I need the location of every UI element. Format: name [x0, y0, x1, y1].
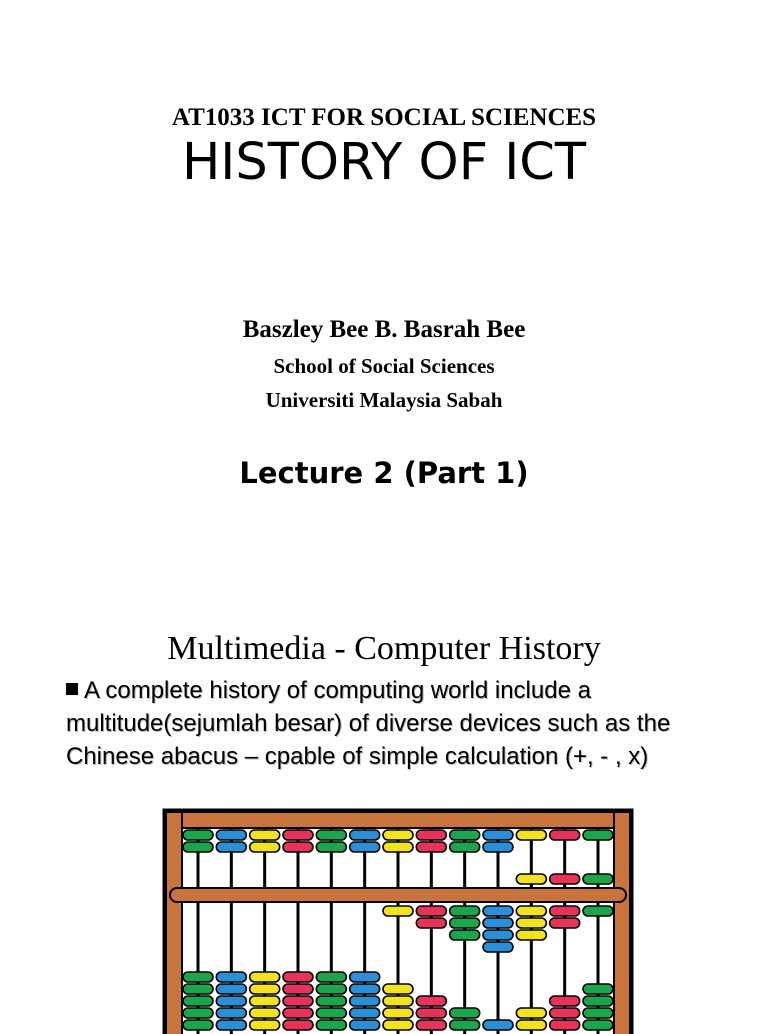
abacus-bead [283, 984, 313, 994]
abacus-bead [283, 996, 313, 1006]
abacus-bead [583, 1008, 613, 1018]
abacus-bead [550, 1020, 580, 1030]
abacus-bead [283, 1020, 313, 1030]
abacus-bead [350, 1020, 380, 1030]
abacus-bead [450, 830, 480, 840]
abacus-beam [170, 888, 626, 902]
abacus-bead [250, 842, 280, 852]
abacus-bead [483, 930, 513, 940]
abacus-bead [583, 906, 613, 916]
abacus-bead [350, 972, 380, 982]
abacus-bead [550, 830, 580, 840]
slide-title: HISTORY OF ICT [181, 133, 587, 192]
abacus-bead [216, 1020, 246, 1030]
abacus-bead [450, 918, 480, 928]
abacus-bead [250, 972, 280, 982]
school-name: School of Social Sciences [273, 354, 495, 378]
abacus-bead [216, 1008, 246, 1018]
abacus-bead [316, 830, 346, 840]
university-name: Universiti Malaysia Sabah [265, 388, 503, 412]
abacus-bead [516, 830, 546, 840]
abacus-bead [583, 830, 613, 840]
bullet-square-icon [66, 683, 78, 695]
slide2-title: Multimedia - Computer History [167, 630, 601, 667]
abacus-bead [183, 1020, 213, 1030]
abacus-bead [350, 830, 380, 840]
abacus-bead [483, 830, 513, 840]
abacus-bead [383, 1008, 413, 1018]
abacus-bead [250, 984, 280, 994]
abacus-bead [516, 1020, 546, 1030]
abacus-bead [516, 918, 546, 928]
abacus-frame-right [614, 812, 630, 1034]
abacus-bead [550, 906, 580, 916]
abacus-bead [483, 918, 513, 928]
abacus-bead [350, 996, 380, 1006]
abacus-bead [450, 1020, 480, 1030]
abacus-bead [550, 874, 580, 884]
abacus-bead [416, 1020, 446, 1030]
abacus-bead [383, 906, 413, 916]
abacus-frame-top [166, 812, 630, 828]
abacus-bead [283, 830, 313, 840]
abacus-bead [583, 984, 613, 994]
abacus-bead [416, 1008, 446, 1018]
abacus-bead [250, 996, 280, 1006]
abacus-bead [550, 996, 580, 1006]
abacus-bead [450, 1008, 480, 1018]
abacus-bead [483, 842, 513, 852]
abacus-bead [183, 972, 213, 982]
abacus-bead [250, 830, 280, 840]
author-name: Baszley Bee B. Basrah Bee [242, 316, 526, 343]
abacus-bead [583, 1020, 613, 1030]
abacus-bead [383, 830, 413, 840]
abacus-bead [516, 930, 546, 940]
abacus-bead [183, 984, 213, 994]
abacus-bead [216, 984, 246, 994]
abacus-bead [416, 918, 446, 928]
abacus-bead [516, 874, 546, 884]
abacus-bead [316, 842, 346, 852]
abacus-bead [316, 996, 346, 1006]
abacus-bead [250, 1020, 280, 1030]
bullet-text-block [66, 674, 746, 773]
abacus-bead [416, 906, 446, 916]
abacus-bead [416, 830, 446, 840]
abacus-bead [350, 1008, 380, 1018]
abacus-bead [250, 1008, 280, 1018]
abacus-bead [216, 830, 246, 840]
abacus-bead [516, 1008, 546, 1018]
abacus-bead [316, 984, 346, 994]
abacus-bead [416, 842, 446, 852]
abacus-bead [216, 842, 246, 852]
lecture-label: Lecture 2 (Part 1) [239, 456, 529, 490]
abacus-bead [183, 996, 213, 1006]
abacus-bead [350, 984, 380, 994]
course-code: AT1033 ICT FOR SOCIAL SCIENCES [171, 104, 597, 131]
abacus-bead [550, 918, 580, 928]
abacus-bead [316, 1020, 346, 1030]
bullet-text: A complete history of computing world include a multitude(sejumlah besar) of diverse devices such as the Chinese abacus – cpable of simple calculation (+, - , x) [66, 677, 671, 770]
abacus-bead [583, 874, 613, 884]
abacus-bead [183, 830, 213, 840]
abacus-bead [416, 996, 446, 1006]
abacus-bead [516, 906, 546, 916]
abacus-bead [483, 942, 513, 952]
abacus-bead [450, 906, 480, 916]
abacus-bead [383, 1020, 413, 1030]
abacus-frame-left [166, 812, 182, 1034]
abacus-bead [316, 1008, 346, 1018]
abacus-bead [283, 972, 313, 982]
abacus-bead [483, 1020, 513, 1030]
abacus-bead [316, 972, 346, 982]
abacus-bead [383, 842, 413, 852]
content-slide [0, 596, 768, 1024]
abacus-bead [283, 1008, 313, 1018]
abacus-bead [283, 842, 313, 852]
abacus-bead [550, 1008, 580, 1018]
abacus-bead [350, 842, 380, 852]
abacus-bead [483, 906, 513, 916]
abacus-bead [450, 930, 480, 940]
abacus-bead [383, 996, 413, 1006]
abacus-illustration [158, 804, 638, 1034]
abacus-bead [183, 842, 213, 852]
abacus-bead [183, 1008, 213, 1018]
abacus-bead [216, 972, 246, 982]
abacus-bead [583, 996, 613, 1006]
abacus-bead [450, 842, 480, 852]
abacus-bead [383, 984, 413, 994]
abacus-bead [216, 996, 246, 1006]
